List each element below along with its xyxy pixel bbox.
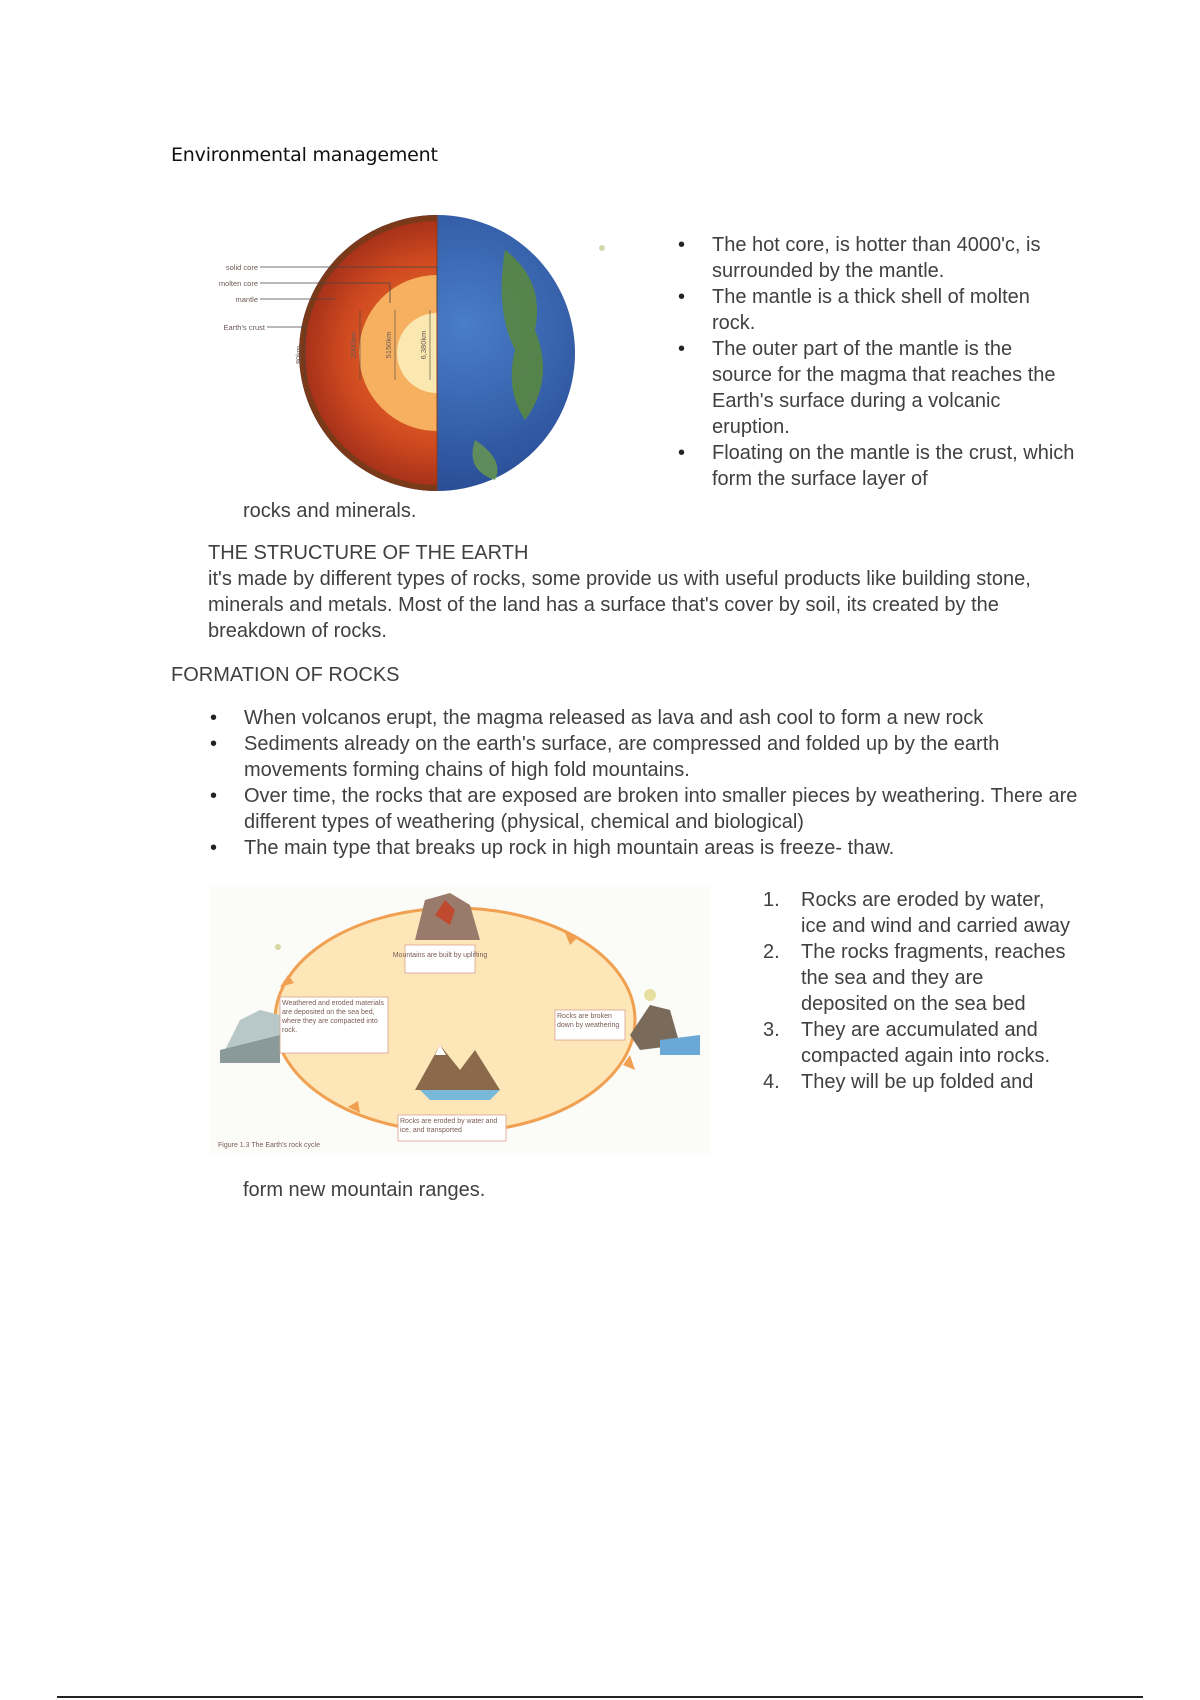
rock-cycle-steps xyxy=(763,887,1073,1095)
list-item: • Floating on the mantle is the crust, which form the surface layer of xyxy=(678,442,1075,490)
footer-divider xyxy=(57,1696,1143,1698)
box-right-label: Rocks are broken down by weathering xyxy=(557,1013,620,1029)
figure-caption: Figure 1.3 The Earth's rock cycle xyxy=(218,1142,320,1149)
earth-structure-figure xyxy=(205,210,625,495)
structure-heading: THE STRUCTURE OF THE EARTH xyxy=(208,542,529,564)
distance-6380km: 6,380km xyxy=(419,330,428,360)
list-item: 1. Rocks are eroded by water, ice and wind and carried away xyxy=(763,889,1071,937)
list-item: 2. The rocks fragments, reaches the sea and they are deposited on the sea bed xyxy=(763,941,1066,1015)
earth-bullets-continuation: rocks and minerals. xyxy=(243,500,417,522)
list-item: • The hot core, is hotter than 4000'c, is surrounded by the mantle. xyxy=(678,234,1041,282)
box-left-label: Weathered and eroded materials are deposited on the sea bed, where they are compacted into rock. xyxy=(282,1000,384,1034)
earth-structure-bullets xyxy=(672,232,1077,492)
label-earths-crust: Earth's crust xyxy=(223,323,265,332)
distance-5150km: 5150km xyxy=(384,331,393,359)
list-item: 3. They are accumulated and compacted again into rocks. xyxy=(763,1019,1051,1067)
label-molten-core: molten core xyxy=(218,279,258,288)
formation-heading: FORMATION OF ROCKS xyxy=(171,664,400,686)
box-bottom-label: Rocks are eroded by water and ice, and transported xyxy=(400,1118,498,1134)
box-top-label: Mountains are built by uplifting xyxy=(392,952,488,959)
cycle-steps-continuation: form new mountain ranges. xyxy=(243,1179,486,1201)
label-solid-core: solid core xyxy=(225,263,258,272)
page-header-title: Environmental management xyxy=(171,144,438,166)
formation-bullets xyxy=(204,705,1084,861)
label-mantle: mantle xyxy=(235,295,258,304)
list-item: • The mantle is a thick shell of molten rock. xyxy=(678,286,1030,334)
list-item: • The outer part of the mantle is the source for the magma that reaches the Earth's surface during a volcanic eruption. xyxy=(678,338,1056,438)
list-item: • When volcanos erupt, the magma released as lava and ash cool to form a new rock xyxy=(210,707,984,729)
list-item: • Sediments already on the earth's surface, are compressed and folded up by the earth movements forming chains of high fold mountains. xyxy=(210,733,1000,781)
list-item: • The main type that breaks up rock in high mountain areas is freeze- thaw. xyxy=(210,837,895,859)
structure-body: it's made by different types of rocks, some provide us with useful products like building stone, minerals and metals. Most of the land has a surface that's cover by soil, its created by the breakdown of rocks. xyxy=(208,568,1031,642)
list-item: • Over time, the rocks that are exposed are broken into smaller pieces by weathering. There are different types of weathering (physical, chemical and biological) xyxy=(210,785,1078,833)
distance-80km: 80km xyxy=(294,345,303,365)
distance-2900km: 2900km xyxy=(349,331,358,359)
list-item: 4. They will be up folded and xyxy=(763,1071,1034,1093)
rock-cycle-figure xyxy=(210,885,710,1155)
